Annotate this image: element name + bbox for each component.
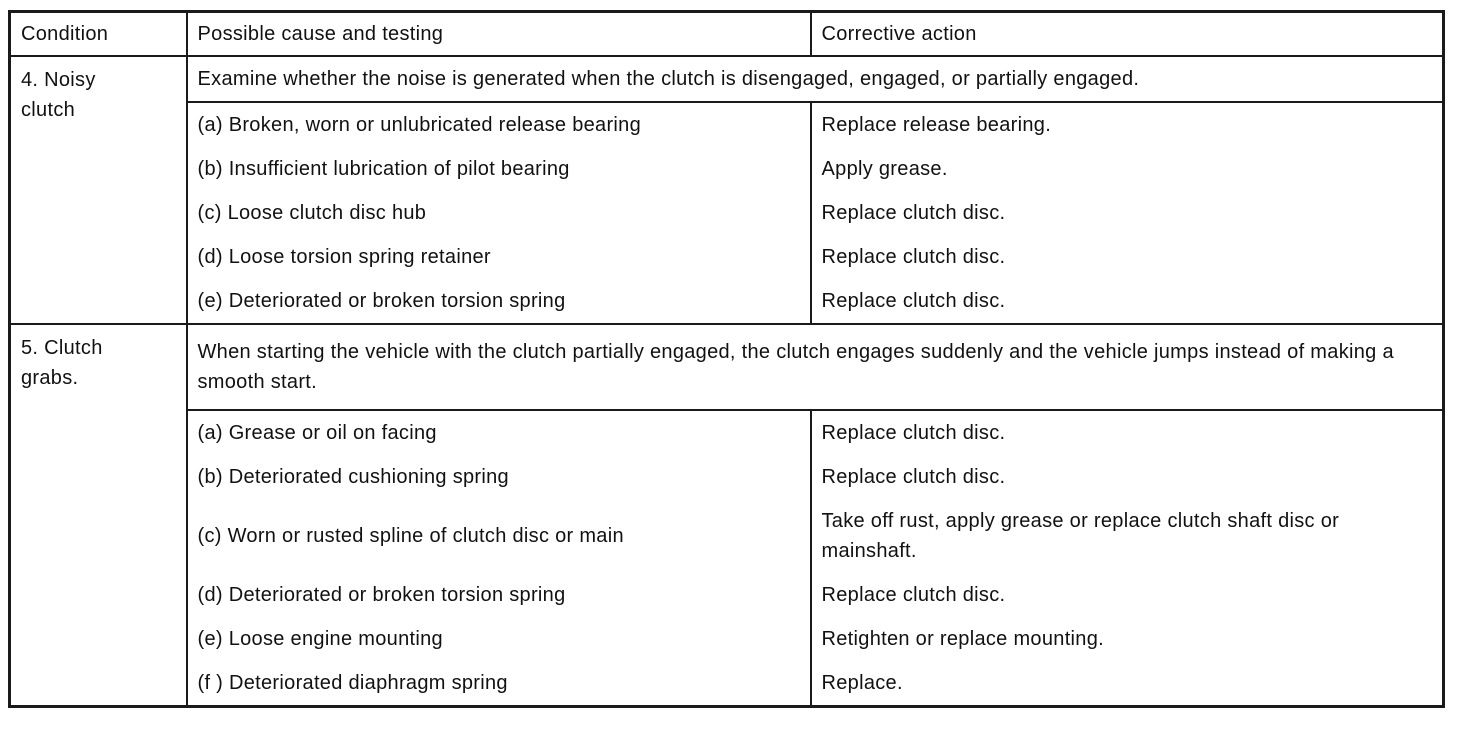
action-cell: Replace clutch disc. <box>821 202 1006 224</box>
condition-line-2: grabs. <box>21 367 79 389</box>
action-cell: Replace release bearing. <box>821 114 1052 136</box>
cause-cell: (d) Loose torsion spring retainer <box>187 235 811 279</box>
table-row <box>10 279 1444 324</box>
intro-clutch-grabs: When starting the vehicle with the clutch partially engaged, the clutch engages suddenly and the vehicle jumps instead of making a smooth start. <box>187 324 1444 410</box>
cause-cell: (c) Loose clutch disc hub <box>187 191 811 235</box>
troubleshooting-table <box>8 10 1445 708</box>
header-action: Corrective action <box>811 12 1444 57</box>
cause-cell: (f ) Deteriorated diaphragm spring <box>187 661 811 707</box>
table-row <box>10 455 1444 499</box>
condition-line-1: 5. Clutch <box>21 337 103 359</box>
cause-cell: (e) Deteriorated or broken torsion spring <box>187 279 811 324</box>
table-row <box>10 661 1444 707</box>
action-cell: Replace clutch disc. <box>811 279 1444 324</box>
cause-cell: (e) Loose engine mounting <box>187 617 811 661</box>
cause-cell: (b) Insufficient lubrication of pilot bearing <box>187 147 811 191</box>
table-row <box>10 147 1444 191</box>
condition-line-1: 4. Noisy <box>21 69 96 91</box>
action-cell: Retighten or replace mounting. <box>821 628 1104 650</box>
table-row <box>10 573 1444 617</box>
cause-cell: (d) Deteriorated or broken torsion spring <box>187 573 811 617</box>
cause-cell: (a) Broken, worn or unlubricated release bearing <box>187 102 811 147</box>
header-cause: Possible cause and testing <box>187 12 811 57</box>
cause-cell: (a) Grease or oil on facing <box>187 410 811 455</box>
table-row <box>10 191 1444 235</box>
section-intro-row <box>10 324 1444 410</box>
intro-noisy-clutch: Examine whether the noise is generated when the clutch is disengaged, engaged, or partially engaged. <box>187 56 1444 102</box>
action-cell: Replace clutch disc. <box>821 246 1006 268</box>
action-cell: Apply grease. <box>821 158 948 180</box>
table-row <box>10 102 1444 147</box>
condition-noisy-clutch <box>10 56 187 324</box>
table-header-row <box>10 12 1444 57</box>
action-cell: Take off rust, apply grease or replace clutch shaft disc or mainshaft. <box>821 510 1340 562</box>
condition-line-2: clutch <box>21 99 76 121</box>
action-cell: Replace clutch disc. <box>821 422 1006 444</box>
table-row <box>10 235 1444 279</box>
table-row <box>10 617 1444 661</box>
table-row <box>10 410 1444 455</box>
header-condition: Condition <box>10 12 187 57</box>
action-cell: Replace clutch disc. <box>821 466 1006 488</box>
table-row <box>10 499 1444 573</box>
action-cell: Replace clutch disc. <box>821 584 1006 606</box>
condition-clutch-grabs <box>10 324 187 707</box>
cause-cell: (b) Deteriorated cushioning spring <box>187 455 811 499</box>
action-cell: Replace. <box>811 661 1444 707</box>
cause-cell: (c) Worn or rusted spline of clutch disc or main <box>187 499 811 573</box>
section-intro-row <box>10 56 1444 102</box>
